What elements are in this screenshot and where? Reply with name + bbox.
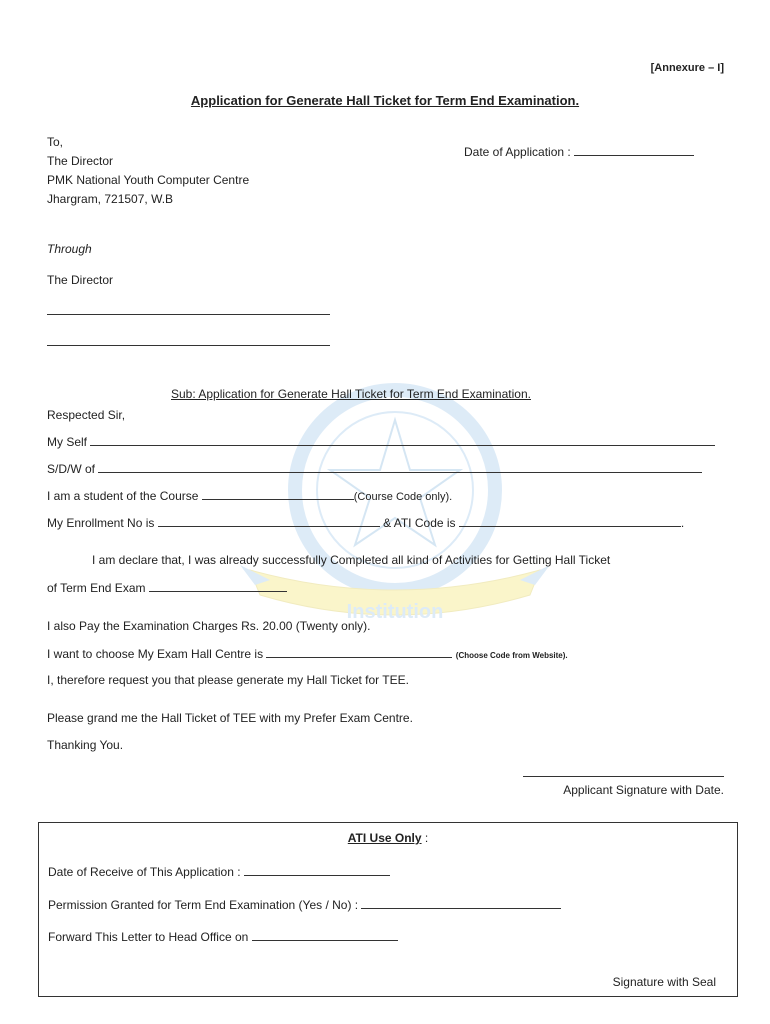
- address-line-1: The Director: [47, 154, 114, 168]
- grant-line: Please grand me the Hall Ticket of TEE with my Prefer Exam Centre.: [47, 711, 413, 725]
- declare-row-2: [47, 580, 287, 595]
- declare-line-1: I am declare that, I was already successfully Completed all kind of Activities for Getting Hall Ticket: [92, 553, 611, 567]
- receive-date-label: Date of Receive of This Application :: [48, 865, 241, 879]
- address-line-3: Jhargram, 721507, W.B: [47, 192, 174, 206]
- course-code-note: (Course Code only).: [353, 491, 453, 503]
- exam-centre-row: [47, 646, 568, 661]
- through-line-1[interactable]: [47, 314, 330, 315]
- receive-date-field[interactable]: [244, 864, 390, 876]
- my-self-row: [47, 434, 715, 449]
- exam-centre-field[interactable]: [266, 646, 452, 658]
- ati-heading: ATI Use Only: [347, 831, 422, 845]
- annexure-label: [Annexure – I]: [650, 62, 724, 74]
- address-line-2: PMK National Youth Computer Centre: [47, 173, 250, 187]
- choose-code-note: (Choose Code from Website).: [455, 651, 568, 660]
- applicant-signature-line[interactable]: [523, 776, 724, 777]
- forward-date-field[interactable]: [252, 929, 398, 941]
- enrollment-label: My Enrollment No is: [47, 516, 155, 530]
- request-line: I, therefore request you that please generate my Hall Ticket for TEE.: [47, 673, 409, 687]
- course-code-field[interactable]: [202, 488, 354, 500]
- watermark-seal-logo: [230, 380, 560, 640]
- signature-seal-label: Signature with Seal: [612, 975, 716, 989]
- pay-charges: I also Pay the Examination Charges Rs. 20.00 (Twenty only).: [47, 619, 371, 633]
- term-end-exam-field[interactable]: [149, 580, 287, 592]
- my-self-label: My Self: [47, 435, 88, 449]
- through-director: The Director: [47, 273, 114, 287]
- course-label: I am a student of the Course: [47, 489, 199, 503]
- ati-code-period: .: [680, 516, 685, 530]
- forward-row: [48, 929, 398, 944]
- permission-row: [48, 897, 561, 912]
- page-title: Application for Generate Hall Ticket for Term End Examination.: [190, 93, 580, 108]
- permission-field[interactable]: [361, 897, 561, 909]
- through-label: Through: [47, 242, 92, 256]
- sdw-of-row: [47, 461, 702, 476]
- ati-heading-colon: :: [421, 831, 429, 845]
- receive-date-row: [48, 864, 390, 879]
- address-to: To,: [47, 135, 64, 149]
- sdw-of-field[interactable]: [98, 461, 702, 473]
- salutation: Respected Sir,: [47, 408, 126, 422]
- permission-label: Permission Granted for Term End Examination (Yes / No) :: [48, 898, 359, 912]
- thanking-line: Thanking You.: [47, 738, 124, 752]
- ati-heading-row: [39, 831, 737, 845]
- ati-use-box: [38, 822, 738, 997]
- through-line-2[interactable]: [47, 345, 330, 346]
- sdw-of-label: S/D/W of: [47, 462, 96, 476]
- svg-text:Institution: Institution: [346, 601, 444, 623]
- ati-code-label: & ATI Code is: [383, 516, 456, 530]
- declare-line-2: of Term End Exam: [47, 581, 146, 595]
- ati-code-field[interactable]: [459, 515, 681, 527]
- my-self-field[interactable]: [90, 434, 715, 446]
- date-of-application-field[interactable]: [574, 144, 694, 156]
- date-of-application: [464, 144, 694, 159]
- applicant-signature-label: Applicant Signature with Date.: [563, 783, 724, 797]
- enrollment-row: [47, 515, 684, 530]
- date-of-application-label: Date of Application :: [464, 145, 571, 159]
- course-row: [47, 488, 452, 503]
- forward-label: Forward This Letter to Head Office on: [48, 930, 249, 944]
- enrollment-field[interactable]: [158, 515, 380, 527]
- exam-centre-label: I want to choose My Exam Hall Centre is: [47, 647, 264, 661]
- subject-line: Sub: Application for Generate Hall Ticket for Term End Examination.: [171, 387, 531, 401]
